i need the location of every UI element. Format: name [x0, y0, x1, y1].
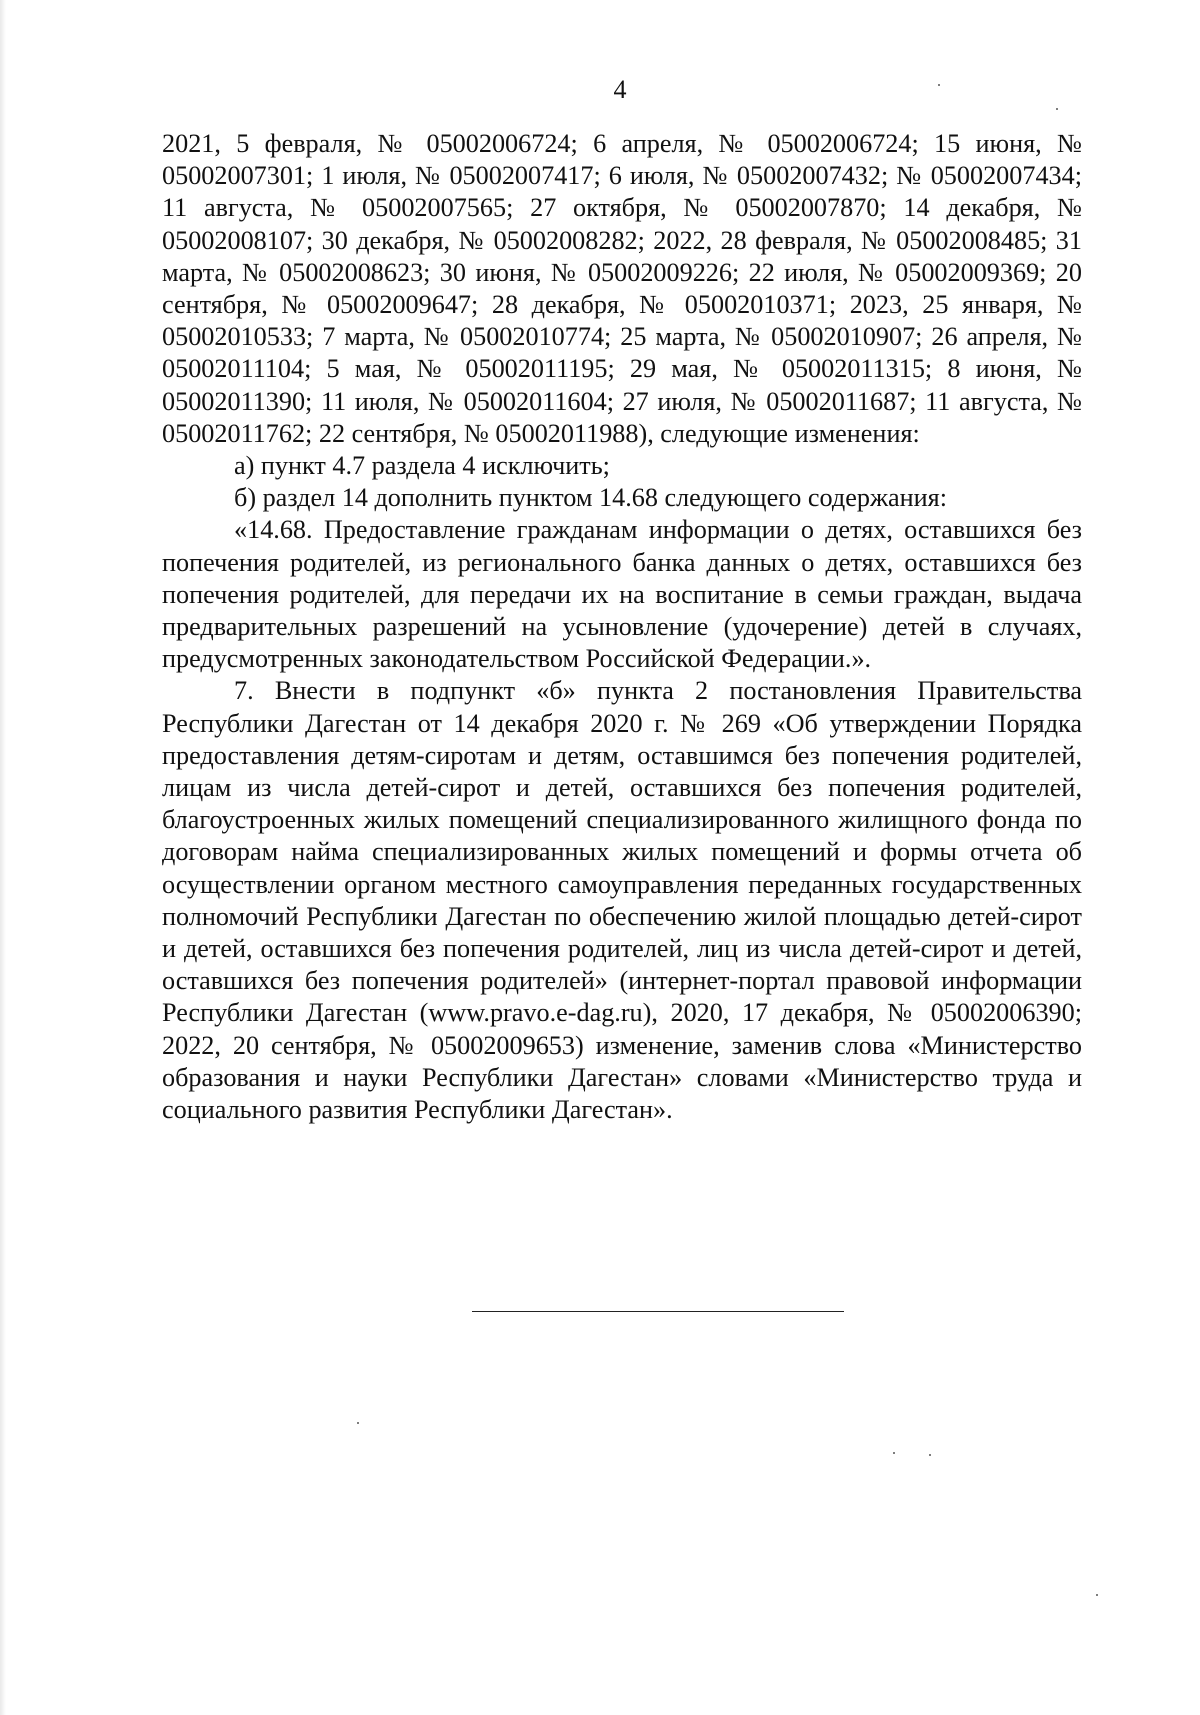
- scan-edge-shadow: [0, 0, 6, 1715]
- paragraph-item-7: 7. Внести в подпункт «б» пункта 2 постановления Правительства Республики Дагестан от 14 декабря 2020 г. № 269 «Об утверждении Порядка предоставления детям-сиротам и детям, оставшимся без попечения родителей, лицам из числа детей-сирот и детей, оставшихся без попечения родителей, благоустроенных жилых помещений специализированного жилищного фонда по договорам найма специализированных жилых помещений и формы отчета об осуществлении органом местного самоуправления переданных государственных полномочий Республики Дагестан по обеспечению жилой площадью детей-сирот и детей, оставшихся без попечения родителей, лиц из числа детей-сирот и детей, оставшихся без попечения родителей» (интернет-портал правовой информации Республики Дагестан (www.pravo.e-dag.ru), 2020, 17 декабря, № 05002006390; 2022, 20 сентября, № 05002009653) изменение, заменив слова «Министерство образования и науки Республики Дагестан» словами «Министерство труда и социального развития Республики Дагестан».: [162, 676, 1082, 1125]
- scan-speck: [1096, 1594, 1098, 1596]
- paragraph-item-a: а) пункт 4.7 раздела 4 исключить;: [234, 451, 610, 481]
- scan-speck: [357, 1422, 359, 1424]
- paragraph-item-b: б) раздел 14 дополнить пунктом 14.68 следующего содержания:: [234, 483, 948, 513]
- scan-speck: [893, 1452, 895, 1454]
- closing-separator-line: [472, 1311, 844, 1312]
- paragraph-clause-14-68: «14.68. Предоставление гражданам информации о детях, оставшихся без попечения родителей, из регионального банка данных о детях, оставшихся без попечения родителей, для передачи их на воспитание в семьи граждан, выдача предварительных разрешений на усыновление (удочерение) детей в случаях, предусмотренных законодательством Российской Федерации.».: [162, 515, 1082, 674]
- scan-speck: [929, 1454, 931, 1456]
- scan-speck: [1056, 108, 1058, 110]
- paragraph-amendment-sources: 2021, 5 февраля, № 05002006724; 6 апреля, № 05002006724; 15 июня, № 05002007301; 1 июля, № 05002007417; 6 июля, № 05002007432; № 05002007434; 11 августа, № 05002007565; 27 октября, № 05002007870; 14 декабря, № 05002008107; 30 декабря, № 05002008282; 2022, 28 февраля, № 05002008485; 31 марта, № 05002008623; 30 июня, № 05002009226; 22 июля, № 05002009369; 20 сентября, № 05002009647; 28 декабря, № 05002010371; 2023, 25 января, № 05002010533; 7 марта, № 05002010774; 25 марта, № 05002010907; 26 апреля, № 05002011104; 5 мая, № 05002011195; 29 мая, № 05002011315; 8 июня, № 05002011390; 11 июля, № 05002011604; 27 июля, № 05002011687; 11 августа, № 05002011762; 22 сентября, № 05002011988), следующие изменения:: [162, 129, 1082, 448]
- page-number: 4: [613, 75, 627, 104]
- document-body: [162, 128, 1082, 1126]
- scan-speck: [938, 84, 940, 86]
